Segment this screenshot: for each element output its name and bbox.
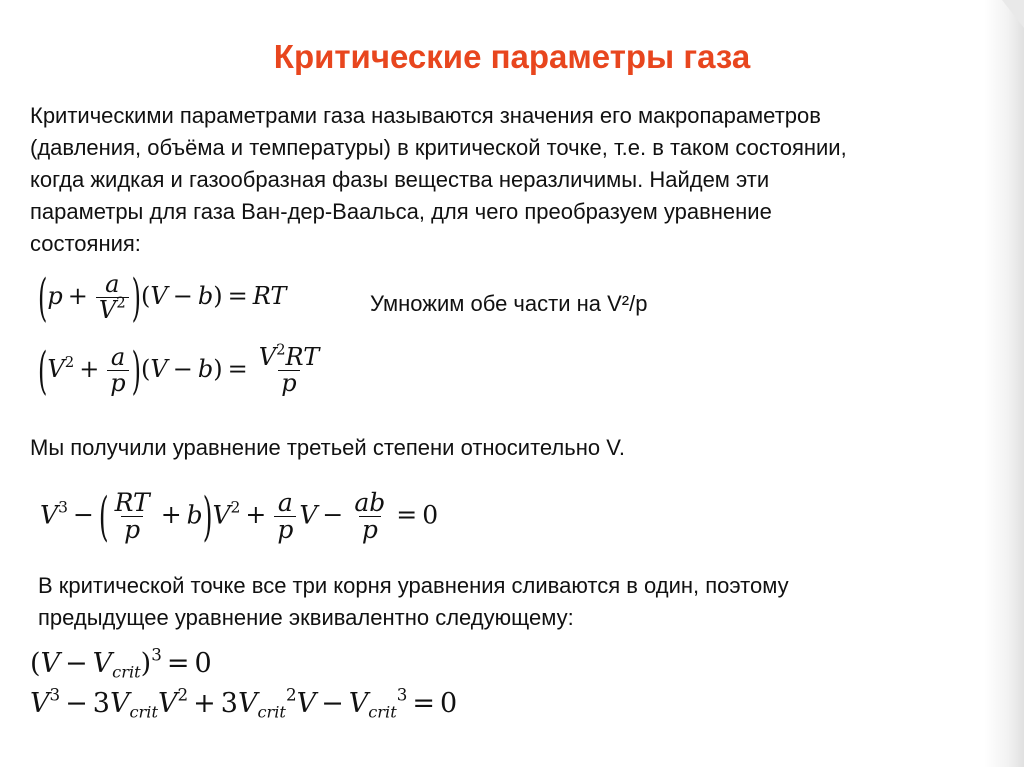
intro-line: параметры для газа Ван-дер-Ваальса, для чего преобразуем уравнение [30,199,772,224]
intro-line: (давления, объёма и температуры) в критической точке, т.е. в таком состоянии, [30,135,847,160]
intro-line: когда жидкая и газообразная фазы вещества неразличимы. Найдем эти [30,167,770,192]
cubic-equation: $V^3$ − ( $\frac{RT}{p}$ + $b)V^2$ + $\frac{a}{p}$ V − $\frac{ab}{p}$ = 0 [40,486,439,548]
page-edge-shadow [984,0,1024,767]
multiply-note: Умножим обе части на V²/р [370,291,648,316]
intro-line: Критическими параметрами газа называются значения его макропараметров [30,103,821,128]
van-der-waals-equation: (p + $\frac{a}{V^2}$ )(V − b) = RT [38,268,287,328]
critical-expanded-equation: $V^3 - 3V_{crit}V^2 + 3V_{crit}^2V - V_{crit}^3 = 0$ [30,684,458,722]
cubic-note: Мы получили уравнение третьей степени относительно V. [30,435,625,460]
slide-title: Критические параметры газа [273,38,751,75]
critical-cube-equation: $(V - V_{crit})^3 = 0$ [30,644,212,682]
page-curl-corner [1002,0,1024,28]
critical-note-line: предыдущее уравнение эквивалентно следующему: [38,605,574,630]
intro-line: состояния: [30,231,141,256]
intro-paragraph [30,100,847,260]
critical-note-line: В критической точке все три корня уравнения сливаются в один, поэтому [38,573,789,598]
critical-point-note [38,570,789,634]
van-der-waals-multiplied-equation: ($V^2$ + $\frac{a}{p}$ )(V − b) = $\frac{V^2RT}{p}$ [38,340,320,401]
